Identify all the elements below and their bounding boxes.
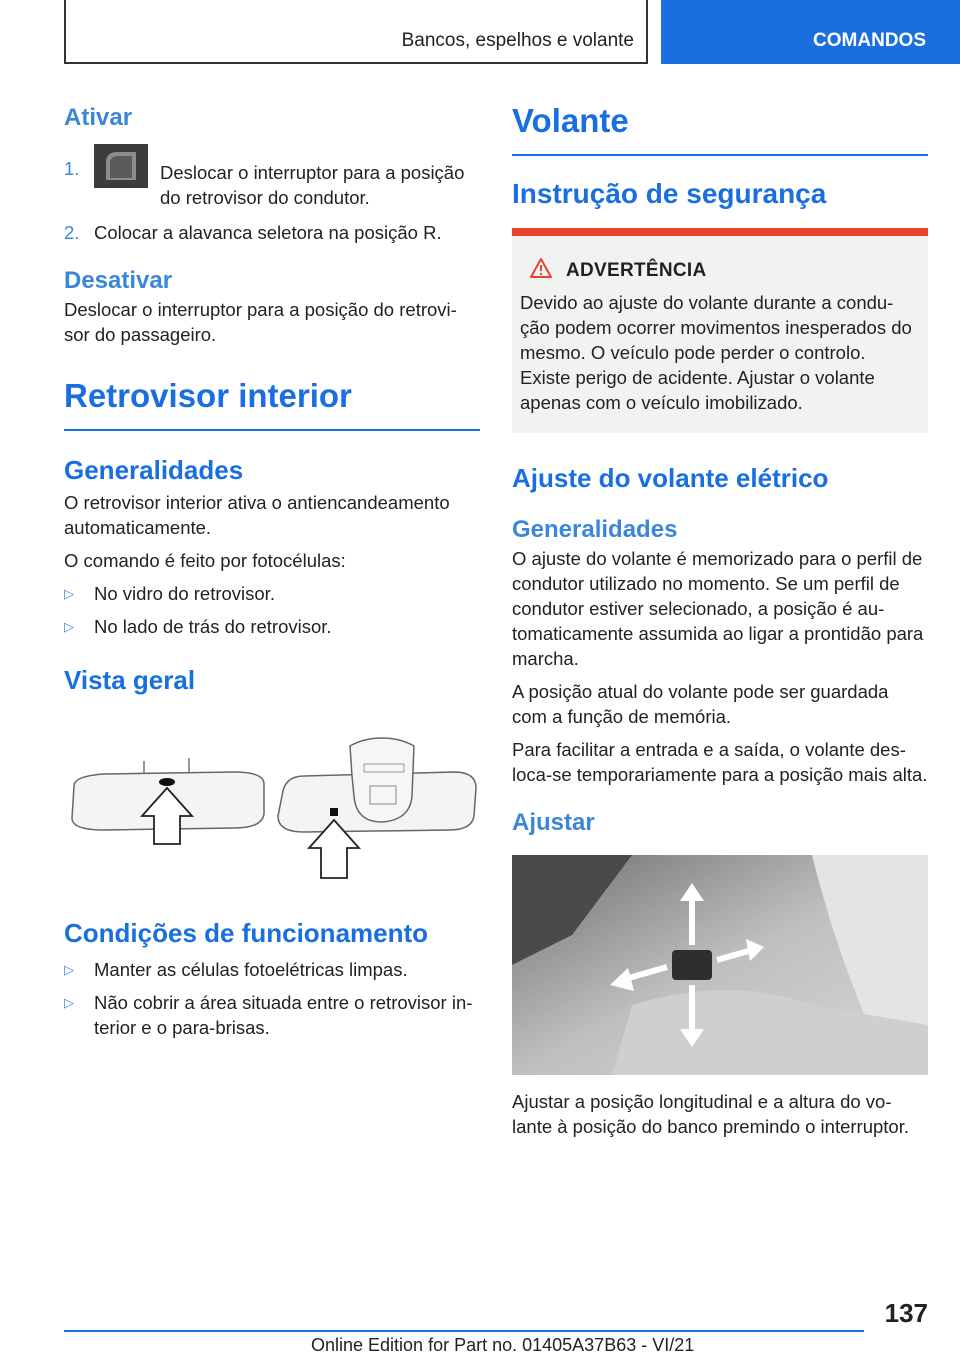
condicoes-heading: Condições de funcionamento xyxy=(64,918,429,948)
footer-rule xyxy=(64,1330,864,1332)
page-number: 137 xyxy=(884,1298,928,1328)
generalidades-p1: O retrovisor interior ativa o antiencandeamento automaticamente. xyxy=(64,492,450,538)
ativar-step-2 xyxy=(64,220,480,245)
bullet-triangle-icon: ▷ xyxy=(64,962,74,977)
warning-title xyxy=(530,258,920,284)
section-label: COMANDOS xyxy=(813,30,926,51)
paragraph-1: O ajuste do volante é memorizado para o perfil de condutor utilizado no momento. Se um perfil de condutor estiver selecionado, a posição é au-tomaticamente assumida ao ligar a prontidão para marcha. xyxy=(512,548,924,669)
warning-triangle-icon xyxy=(530,258,552,284)
list-item-text: Não cobrir a área situada entre o retrovisor in-terior e o para-brisas. xyxy=(94,992,473,1038)
ativar-step-1 xyxy=(64,144,480,210)
warning-text: Devido ao ajuste do volante durante a condu-ção podem ocorrer movimentos inesperados do mesmo. O veículo pode perder o controlo. Existe perigo de acidente. Ajustar o volante apenas com o veículo imobilizado. xyxy=(520,292,912,413)
right-column xyxy=(512,96,928,1139)
desativar-text: Deslocar o interruptor para a posição do retrovi-sor do passageiro. xyxy=(64,299,457,345)
header-chapter-box xyxy=(64,0,648,64)
list-item-text: Manter as células fotoelétricas limpas. xyxy=(94,959,408,980)
paragraph-2: A posição atual do volante pode ser guardada com a função de memória. xyxy=(512,681,889,727)
bullet-triangle-icon: ▷ xyxy=(64,619,74,634)
seguranca-heading: Instrução de segurança xyxy=(512,178,827,209)
ajuste-heading: Ajuste do volante elétrico xyxy=(512,463,829,493)
list-item-text: No lado de trás do retrovisor. xyxy=(94,616,332,637)
ativar-heading: Ativar xyxy=(64,104,133,131)
steering-column-photo xyxy=(512,855,928,1075)
list-item xyxy=(64,614,480,639)
list-item-text: No vidro do retrovisor. xyxy=(94,583,275,604)
step-text: Deslocar o interruptor para a posição do retrovisor do condutor. xyxy=(160,162,465,208)
edition-text: Online Edition for Part no. 01405A37B63 - VI/21 xyxy=(311,1335,695,1355)
rearview-mirror-illustration xyxy=(64,736,480,896)
list-item xyxy=(64,957,480,982)
generalidades-p2: O comando é feito por fotocélulas: xyxy=(64,550,346,571)
generalidades-heading: Generalidades xyxy=(512,516,678,543)
bullet-triangle-icon: ▷ xyxy=(64,995,74,1010)
list-item xyxy=(64,990,480,1040)
generalidades-heading: Generalidades xyxy=(64,455,244,485)
volante-heading: Volante xyxy=(512,102,928,156)
photo-caption: Ajustar a posição longitudinal e a altura do vo-lante à posição do banco premindo o interruptor. xyxy=(512,1091,909,1137)
warning-box xyxy=(512,228,928,433)
bullet-triangle-icon: ▷ xyxy=(64,586,74,601)
desativar-heading: Desativar xyxy=(64,267,173,294)
list-item xyxy=(64,581,480,606)
step-number: 2. xyxy=(64,222,80,243)
left-column xyxy=(64,96,480,1040)
retrovisor-heading: Retrovisor interior xyxy=(64,377,480,431)
header-section-tab xyxy=(661,0,960,64)
mirror-switch-icon xyxy=(94,144,148,188)
ajustar-heading: Ajustar xyxy=(512,809,595,836)
chapter-title: Bancos, espelhos e volante xyxy=(401,30,634,51)
vista-geral-heading: Vista geral xyxy=(64,665,196,695)
warning-title-text: ADVERTÊNCIA xyxy=(566,260,707,281)
paragraph-3: Para facilitar a entrada e a saída, o volante des-loca-se temporariamente para a posição mais alta. xyxy=(512,739,928,785)
step-text: Colocar a alavanca seletora na posição R. xyxy=(94,222,442,243)
step-number: 1. xyxy=(64,158,80,179)
